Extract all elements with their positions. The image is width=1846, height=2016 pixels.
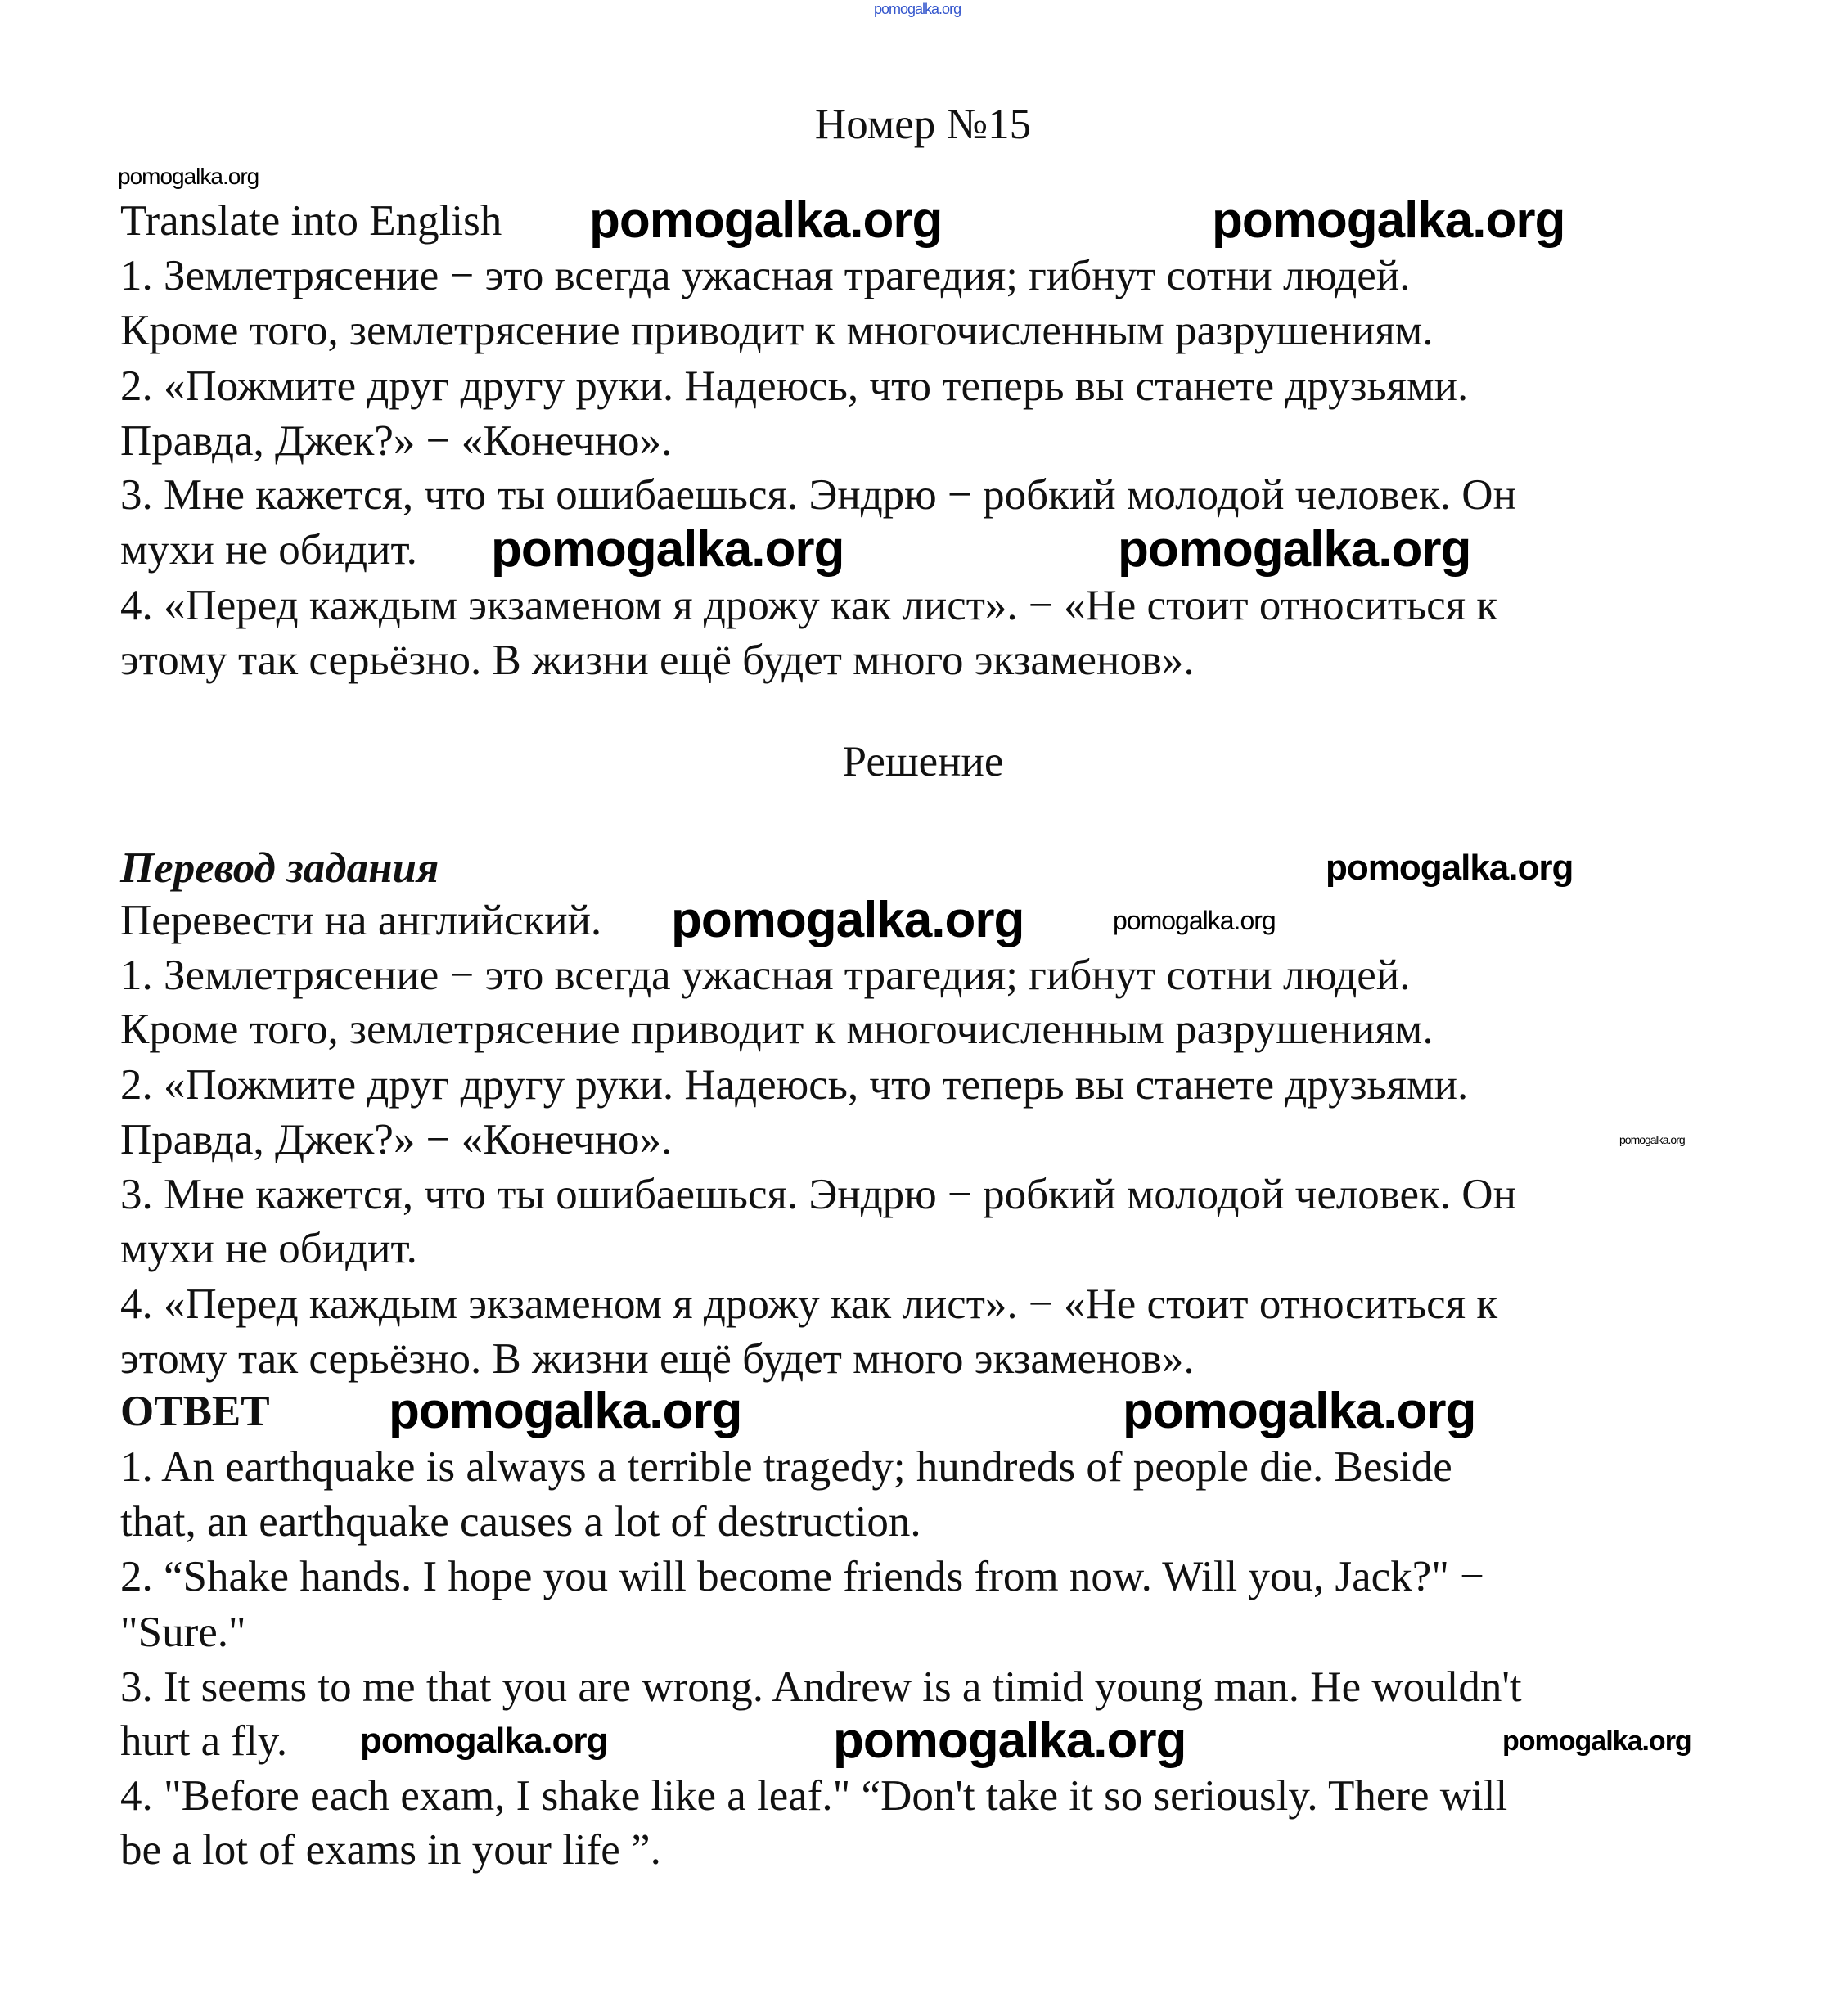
watermark: pomogalka.org [491,521,844,578]
task-line: 1. Землетрясение − это всегда ужасная трагедия; гибнут сотни людей. [120,252,1411,299]
answer-line: hurt a fly. [120,1717,288,1765]
translation-line: Кроме того, землетрясение приводит к многочисленным разрушениям. [120,1006,1434,1053]
watermark: pomogalka.org [118,164,259,189]
answer-line: 1. An earthquake is always a terrible tragedy; hundreds of people die. Beside [120,1443,1452,1491]
answer-line: be a lot of exams in your life ”. [120,1826,661,1874]
answer-line: 4. "Before each exam, I shake like a leaf." “Don't take it so seriously. There will [120,1772,1508,1820]
translation-line: мухи не обидит. [120,1225,417,1272]
watermark: pomogalka.org [1113,906,1276,935]
translation-line: 3. Мне кажется, что ты ошибаешься. Эндрю − робкий молодой человек. Он [120,1171,1516,1218]
answer-line: 3. It seems to me that you are wrong. Andrew is a timid young man. He wouldn't [120,1663,1522,1711]
translation-line: 2. «Пожмите друг другу руки. Надеюсь, что теперь вы станете друзьями. [120,1061,1469,1109]
watermark: pomogalka.org [1212,192,1565,249]
watermark: pomogalka.org [671,892,1024,948]
watermark: pomogalka.org [833,1712,1186,1769]
task-line: Правда, Джек?» − «Конечно». [120,417,673,465]
translation-instruction: Перевести на английский. [120,897,602,944]
top-watermark-link[interactable]: pomogalka.org [874,1,961,17]
watermark: pomogalka.org [360,1721,608,1761]
task-instruction: Translate into English [120,197,502,245]
page-title: Номер №15 [814,101,1032,148]
translation-line: этому так серьёзно. В жизни ещё будет много экзаменов». [120,1335,1195,1383]
answer-line: "Sure." [120,1609,246,1656]
watermark: pomogalka.org [1326,848,1574,888]
watermark: pomogalka.org [1619,1133,1685,1146]
translation-line: 1. Землетрясение − это всегда ужасная трагедия; гибнут сотни людей. [120,952,1411,999]
watermark: pomogalka.org [1118,521,1471,578]
watermark: pomogalka.org [589,192,943,249]
task-line: Кроме того, землетрясение приводит к многочисленным разрушениям. [120,307,1434,354]
watermark: pomogalka.org [1123,1383,1476,1439]
task-line: 2. «Пожмите друг другу руки. Надеюсь, что теперь вы станете друзьями. [120,362,1469,410]
task-line: мухи не обидит. [120,526,417,574]
answer-line: that, an earthquake causes a lot of destruction. [120,1498,921,1546]
watermark: pomogalka.org [1502,1726,1691,1757]
task-line: этому так серьёзно. В жизни ещё будет много экзаменов». [120,637,1195,684]
answer-line: 2. “Shake hands. I hope you will become friends from now. Will you, Jack?" − [120,1553,1484,1600]
solution-heading: Решение [842,738,1004,785]
task-line: 3. Мне кажется, что ты ошибаешься. Эндрю − робкий молодой человек. Он [120,471,1516,519]
translation-line: Правда, Джек?» − «Конечно». [120,1116,673,1163]
answer-heading: ОТВЕТ [120,1388,270,1435]
translation-heading: Перевод задания [120,844,439,892]
translation-line: 4. «Перед каждым экзаменом я дрожу как лист». − «Не стоит относиться к [120,1280,1498,1328]
watermark: pomogalka.org [389,1383,742,1439]
task-line: 4. «Перед каждым экзаменом я дрожу как лист». − «Не стоит относиться к [120,582,1498,629]
